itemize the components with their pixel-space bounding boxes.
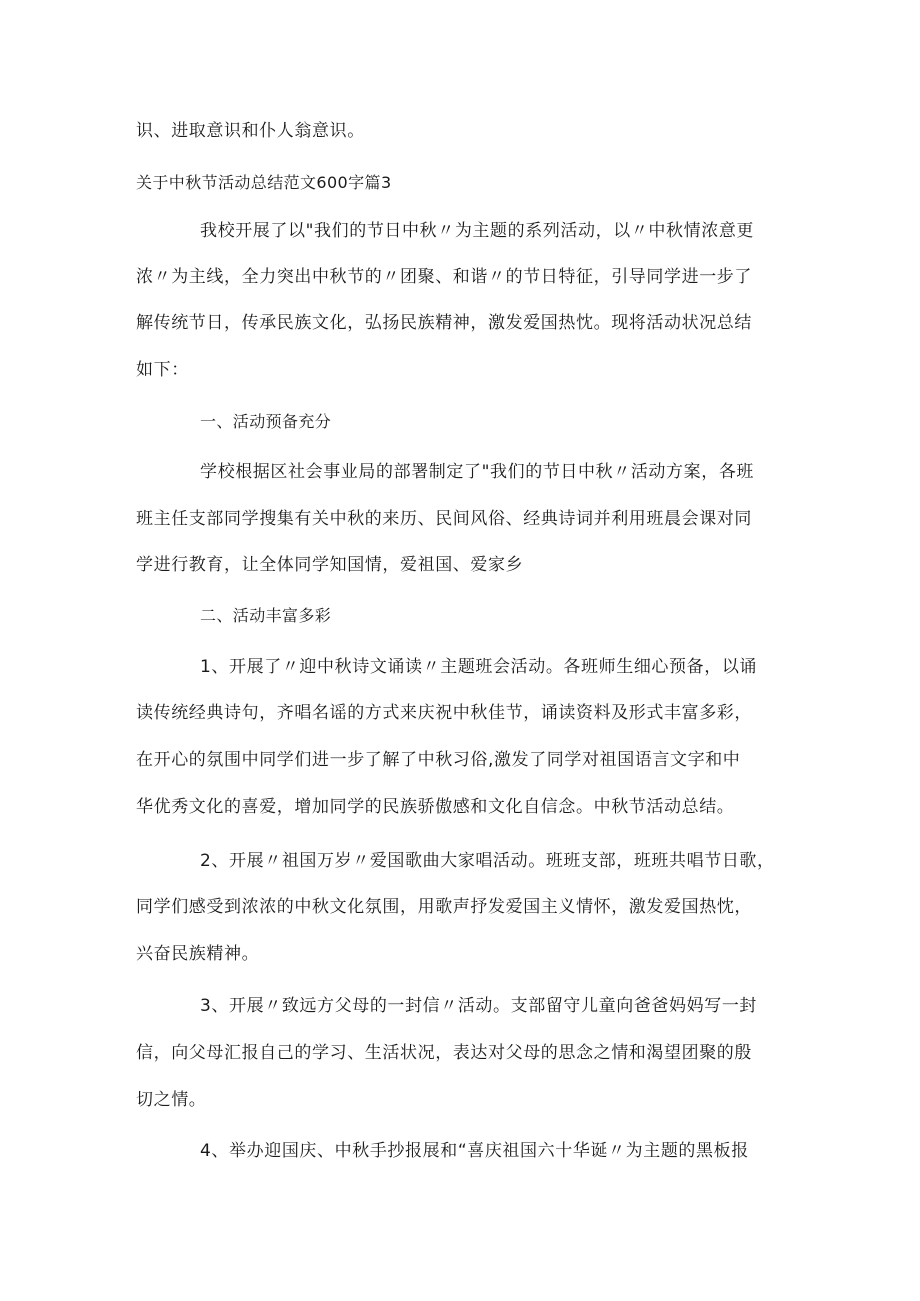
text-line: 班主任支部同学搜集有关中秋的来历、民间风俗、经典诗词并利用班晨会课对同 bbox=[136, 509, 752, 529]
text-line: 切之情。 bbox=[136, 1090, 207, 1110]
section-title: 关于中秋节活动总结范文600字篇3 bbox=[136, 173, 392, 192]
text-line: 3、开展〃致远方父母的一封信〃活动。支部留守儿童向爸爸妈妈写一封 bbox=[200, 996, 758, 1016]
text-line: 学校根据区社会事业局的部署制定了"我们的节日中秋〃活动方案，各班 bbox=[200, 462, 755, 482]
subheading: 一、活动预备充分 bbox=[200, 412, 332, 431]
text-line: 我校开展了以"我们的节日中秋〃为主题的系列活动，以〃中秋情浓意更 bbox=[200, 221, 755, 241]
text-line: 学进行教育，让全体同学知国情，爱祖国、爱家乡 bbox=[136, 555, 524, 575]
text-line: 华优秀文化的喜爱，增加同学的民族骄傲感和文化自信念。中秋节活动总结。 bbox=[136, 797, 735, 817]
text-line: 在开心的氛围中同学们进一步了解了中秋习俗,激发了同学对祖国语言文字和中 bbox=[136, 750, 741, 770]
text-line: 兴奋民族精神。 bbox=[136, 944, 260, 964]
text-line: 2、开展〃祖国万岁〃爱国歌曲大家唱活动。班班支部，班班共唱节日歌， bbox=[200, 851, 775, 871]
subheading: 二、活动丰富多彩 bbox=[200, 606, 332, 625]
text-line: 如下： bbox=[136, 360, 189, 380]
text-line: 浓〃为主线，全力突出中秋节的〃团聚、和谐〃的节日特征，引导同学进一步了 bbox=[136, 267, 752, 287]
text-line: 同学们感受到浓浓的中秋文化氛围，用歌声抒发爱国主义情怀，激发爱国热忱， bbox=[136, 897, 752, 917]
text-line: 信，向父母汇报自己的学习、生活状况，表达对父母的思念之情和渴望团聚的殷 bbox=[136, 1043, 752, 1063]
text-line: 1、开展了〃迎中秋诗文诵读〃主题班会活动。各班师生细心预备，以诵 bbox=[200, 657, 758, 677]
text-line: 识、进取意识和仆人翁意识。 bbox=[136, 121, 365, 141]
text-line: 解传统节日，传承民族文化，弘扬民族精神，激发爱国热忱。现将活动状况总结 bbox=[136, 313, 752, 333]
text-line: 4、举办迎国庆、中秋手抄报展和“喜庆祖国六十华诞〃为主题的黑板报 bbox=[200, 1141, 749, 1161]
text-line: 读传统经典诗句，齐唱名谣的方式来庆祝中秋佳节，诵读资料及形式丰富多彩， bbox=[136, 703, 752, 723]
